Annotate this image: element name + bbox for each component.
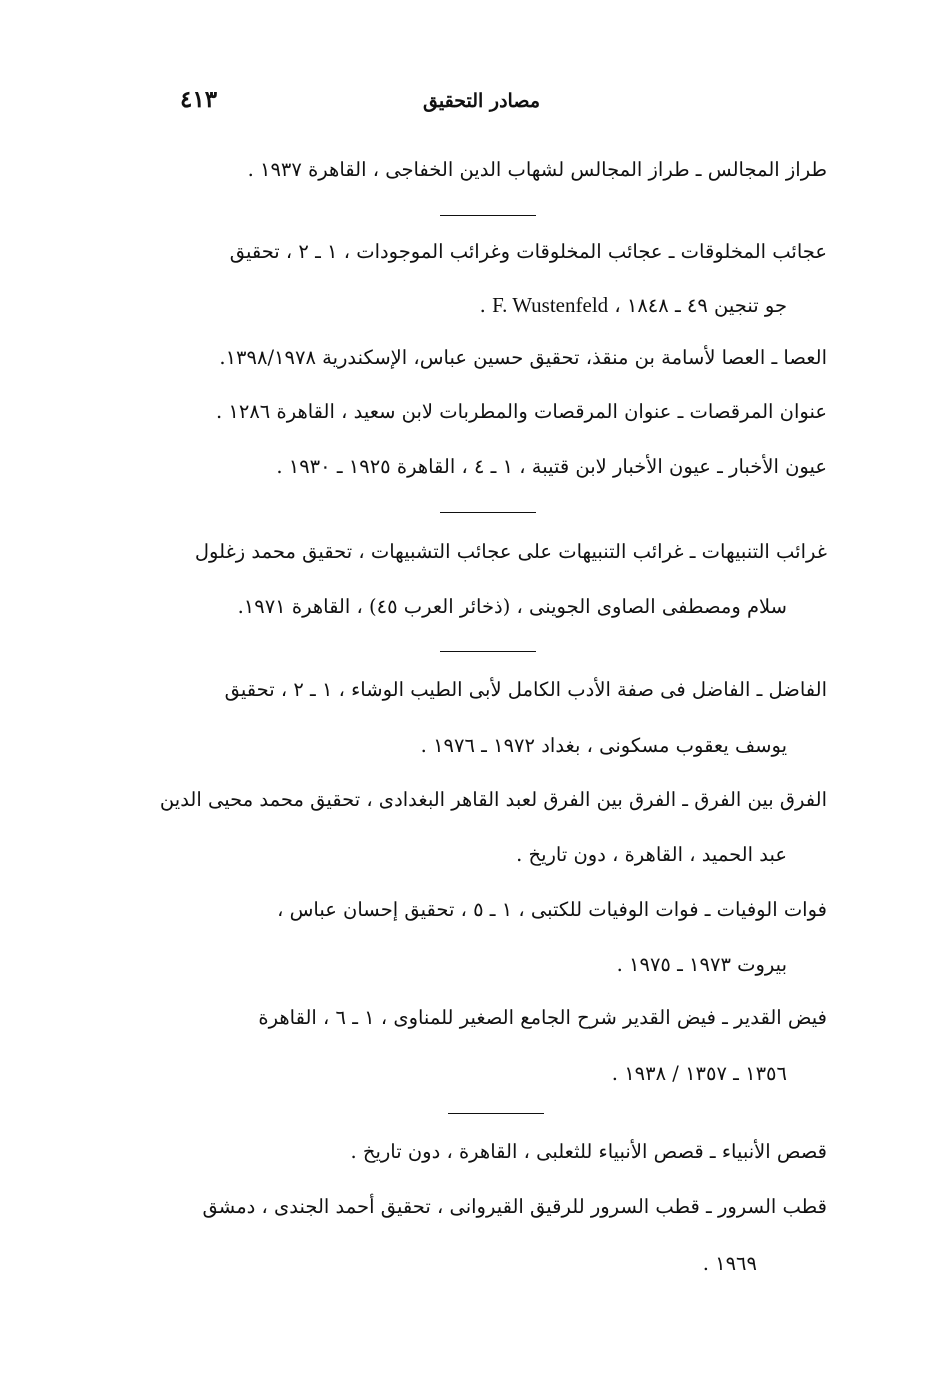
- entry-ajaib-al-makhluqat-continuation: جو تنجين ٤٩ ـ ١٨٤٨ ، F. Wustenfeld .: [479, 293, 787, 317]
- entry-qisas-al-anbiya: قصص الأنبياء ـ قصص الأنبياء للثعلبى ، القاهرة ، دون تاريخ .: [350, 1140, 827, 1163]
- entry-gharaib-al-tanbihat-continuation: سلام ومصطفى الصاوى الجوينى ، (ذخائر العرب ٤٥) ، القاهرة ١٩٧١.: [237, 595, 787, 618]
- entry-al-farq-bayn-al-firaq-continuation: عبد الحميد ، القاهرة ، دون تاريخ .: [516, 843, 787, 866]
- entry-fayd-al-qadir-continuation: ١٣٥٦ ـ ١٣٥٧ / ١٩٣٨ .: [611, 1062, 787, 1085]
- running-title: مصادر التحقيق: [423, 90, 540, 112]
- entry-qutb-al-surur-continuation: ١٩٦٩ .: [702, 1252, 757, 1275]
- section-divider: [440, 215, 536, 216]
- entry-ajaib-al-makhluqat: عجائب المخلوقات ـ عجائب المخلوقات وغرائب الموجودات ، ١ ـ ٢ ، تحقيق: [229, 240, 827, 263]
- entry-al-asa: العصا ـ العصا لأسامة بن منقذ، تحقيق حسين عباس، الإسكندرية ١٣٩٨/١٩٧٨.: [219, 346, 827, 369]
- entry-uyun-al-akhbar: عيون الأخبار ـ عيون الأخبار لابن قتيبة ، ١ ـ ٤ ، القاهرة ١٩٢٥ ـ ١٩٣٠ .: [276, 455, 827, 478]
- entry-fawat-al-wafayat-continuation: بيروت ١٩٧٣ ـ ١٩٧٥ .: [616, 953, 787, 976]
- section-divider: [440, 512, 536, 513]
- entry-al-fadil: الفاضل ـ الفاضل فى صفة الأدب الكامل لأبى الطيب الوشاء ، ١ ـ ٢ ، تحقيق: [224, 678, 827, 701]
- section-divider: [448, 1113, 544, 1114]
- entry-unwan-al-muraqqisat: عنوان المرقصات ـ عنوان المرقصات والمطربات لابن سعيد ، القاهرة ١٢٨٦ .: [215, 400, 827, 423]
- page-header: [150, 84, 840, 120]
- page-number: ٤١٣: [180, 86, 218, 113]
- editor-latin-name: F. Wustenfeld: [492, 293, 609, 317]
- entry-qutb-al-surur: قطب السرور ـ قطب السرور للرقيق القيروانى ، تحقيق أحمد الجندى ، دمشق: [202, 1195, 827, 1218]
- section-divider: [440, 651, 536, 652]
- entry-fawat-al-wafayat: فوات الوفيات ـ فوات الوفيات للكتبى ، ١ ـ ٥ ، تحقيق إحسان عباس ،: [277, 898, 827, 921]
- entry-fayd-al-qadir: فيض القدير ـ فيض القدير شرح الجامع الصغير للمناوى ، ١ ـ ٦ ، القاهرة: [258, 1006, 827, 1029]
- entry-ajaib-al-makhluqat-continuation-text: جو تنجين ٤٩ ـ ١٨٤٨ ،: [614, 294, 787, 317]
- entry-gharaib-al-tanbihat: غرائب التنبيهات ـ غرائب التنبيهات على عجائب التشبيهات ، تحقيق محمد زغلول: [194, 540, 827, 563]
- entry-al-fadil-continuation: يوسف يعقوب مسكونى ، بغداد ١٩٧٢ ـ ١٩٧٦ .: [420, 734, 787, 757]
- entry-tiraz-al-majalis: طراز المجالس ـ طراز المجالس لشهاب الدين الخفاجى ، القاهرة ١٩٣٧ .: [247, 158, 827, 181]
- entry-al-farq-bayn-al-firaq: الفرق بين الفرق ـ الفرق بين الفرق لعبد القاهر البغدادى ، تحقيق محمد محيى الدين: [159, 788, 827, 811]
